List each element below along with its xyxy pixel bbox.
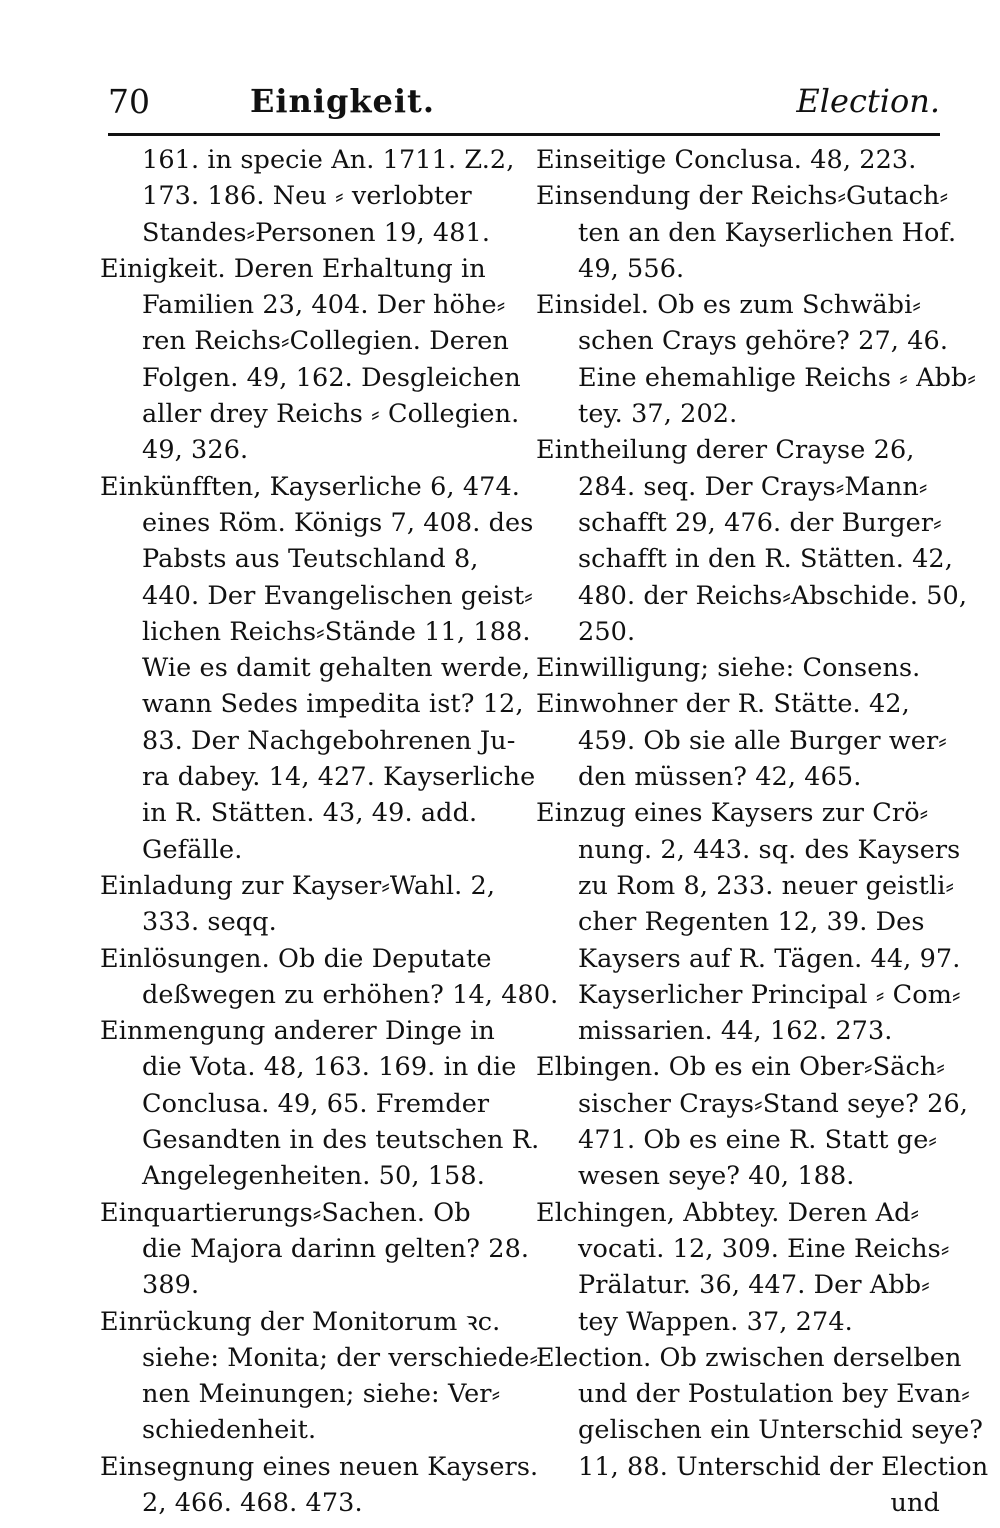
index-entry-line: Elchingen, Abbtey. Deren Ad⸗ (536, 1197, 920, 1228)
index-line: wann Sedes impedita ist? 12, (142, 689, 524, 720)
index-line: Angelegenheiten. 50, 158. (142, 1161, 485, 1192)
page-number: 70 (108, 82, 150, 121)
index-line: den müssen? 42, 465. (578, 762, 862, 793)
header-rule (108, 133, 940, 136)
index-line: tey Wappen. 37, 274. (578, 1306, 853, 1337)
index-entry-line: Einladung zur Kayser⸗Wahl. 2, (100, 870, 496, 901)
index-line: lichen Reichs⸗Stände 11, 188. (142, 616, 531, 647)
index-entry-line: Einsendung der Reichs⸗Gutach⸗ (536, 181, 949, 212)
index-line: 459. Ob sie alle Burger wer⸗ (578, 725, 947, 756)
index-line: Pabsts aus Teutschland 8, (142, 544, 479, 575)
right-column (536, 142, 989, 1521)
index-line: nen Meinungen; siehe: Ver⸗ (142, 1379, 501, 1410)
index-line: tey. 37, 202. (578, 399, 738, 430)
index-line: 161. in specie An. 1711. Z.2, (142, 145, 515, 175)
index-entry-line: Einquartierungs⸗Sachen. Ob (100, 1197, 471, 1228)
index-line: Folgen. 49, 162. Desgleichen (142, 362, 521, 393)
index-line: in R. Stätten. 43, 49. add. (142, 798, 478, 829)
index-line: 333. seqq. (142, 907, 277, 938)
index-line: eines Röm. Königs 7, 408. des (142, 507, 534, 538)
index-line: Kayserlicher Principal ⸗ Com⸗ (578, 979, 961, 1010)
index-line: aller drey Reichs ⸗ Collegien. (142, 399, 520, 430)
index-line: schen Crays gehöre? 27, 46. (578, 326, 949, 357)
index-line: Gefälle. (142, 834, 243, 865)
index-line: vocati. 12, 309. Eine Reichs⸗ (578, 1233, 950, 1264)
index-line: 389. (142, 1270, 200, 1301)
index-entry-line: Einwohner der R. Stätte. 42, (536, 689, 910, 720)
index-line: ra dabey. 14, 427. Kayserliche (142, 762, 536, 793)
index-line: missarien. 44, 162. 273. (578, 1016, 893, 1047)
index-line: deßwegen zu erhöhen? 14, 480. (142, 979, 559, 1010)
index-entry-line: Einigkeit. Deren Erhaltung in (100, 253, 486, 284)
index-line: 49, 556. (578, 253, 685, 284)
index-line: Wie es damit gehalten werde, (142, 653, 531, 684)
index-entry-line: Eintheilung derer Crayse 26, (536, 435, 915, 466)
index-line: cher Regenten 12, 39. Des (578, 907, 925, 938)
index-line: 2, 466. 468. 473. (142, 1487, 363, 1518)
index-entry-line: Elbingen. Ob es ein Ober⸗Säch⸗ (536, 1052, 945, 1083)
index-line: ten an den Kayserlichen Hof. (578, 217, 957, 248)
index-entry-line: Einwilligung; siehe: Consens. (536, 653, 921, 684)
index-entry-line: Einmengung anderer Dinge in (100, 1016, 495, 1047)
index-line: 173. 186. Neu ⸗ verlobter (142, 181, 472, 212)
index-entry-line: Einsegnung eines neuen Kaysers. (100, 1451, 539, 1482)
index-line: und der Postulation bey Evan⸗ (578, 1379, 970, 1410)
catchword: und (890, 1487, 940, 1518)
index-line: die Majora darinn gelten? 28. (142, 1233, 530, 1264)
index-line: 480. der Reichs⸗Abschide. 50, (578, 580, 968, 611)
index-line: die Vota. 48, 163. 169. in die (142, 1052, 517, 1083)
index-entry-line: Einrückung der Monitorum ꝛc. (100, 1306, 501, 1337)
index-line: Prälatur. 36, 447. Der Abb⸗ (578, 1270, 930, 1301)
index-entry-line: Einsidel. Ob es zum Schwäbi⸗ (536, 290, 921, 321)
index-line: 471. Ob es eine R. Statt ge⸗ (578, 1125, 938, 1156)
index-line: 83. Der Nachgebohrenen Ju- (142, 725, 516, 756)
index-line: Conclusa. 49, 65. Fremder (142, 1088, 490, 1119)
index-line: schiedenheit. (142, 1415, 317, 1446)
index-line: Standes⸗Personen 19, 481. (142, 217, 491, 248)
index-line: 11, 88. Unterschid der Election (578, 1451, 989, 1482)
index-line: gelischen ein Unterschid seye? (578, 1415, 984, 1446)
index-entry-line: Einkünfften, Kayserliche 6, 474. (100, 471, 520, 502)
index-line: sischer Crays⸗Stand seye? 26, (578, 1088, 968, 1119)
index-line: 440. Der Evangelischen geist⸗ (142, 580, 533, 611)
left-column (100, 142, 559, 1521)
running-head-left: Einigkeit. (250, 82, 435, 120)
index-entry-line: Einlösungen. Ob die Deputate (100, 943, 492, 974)
index-line: schafft 29, 476. der Burger⸗ (578, 507, 942, 538)
index-line: schafft in den R. Stätten. 42, (578, 544, 953, 575)
index-line: Familien 23, 404. Der höhe⸗ (142, 290, 506, 321)
index-line: wesen seye? 40, 188. (578, 1161, 855, 1192)
index-line: 49, 326. (142, 435, 249, 466)
index-line: siehe: Monita; der verschiede⸗ (142, 1342, 539, 1373)
index-line: zu Rom 8, 233. neuer geistli⸗ (578, 870, 955, 901)
page-header (108, 78, 940, 128)
index-entry-line: Einzug eines Kaysers zur Crö⸗ (536, 798, 929, 829)
running-head-right: Election. (796, 82, 940, 120)
index-line: 284. seq. Der Crays⸗Mann⸗ (578, 471, 928, 502)
index-line: Gesandten in des teutschen R. (142, 1125, 540, 1156)
index-entry-line: Einseitige Conclusa. 48, 223. (536, 145, 917, 175)
index-line: Eine ehemahlige Reichs ⸗ Abb⸗ (578, 362, 977, 393)
index-line: ren Reichs⸗Collegien. Deren (142, 326, 509, 357)
index-entry-line: Election. Ob zwischen derselben (536, 1342, 962, 1373)
index-line: Kaysers auf R. Tägen. 44, 97. (578, 943, 961, 974)
index-line: nung. 2, 443. sq. des Kaysers (578, 834, 961, 865)
index-line: 250. (578, 616, 636, 647)
